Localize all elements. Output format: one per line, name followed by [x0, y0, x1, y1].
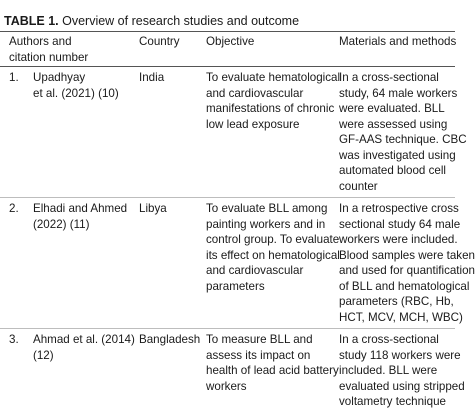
header-rule: [0, 66, 455, 67]
header-country: Country: [139, 35, 180, 48]
row-objective: To measure BLL and assess its impact on health of lead acid battery workers: [206, 333, 339, 393]
row-objective: To evaluate BLL among painting workers and in control group. To evaluate its effect on hematological and cardiovascular parameters: [206, 202, 340, 293]
row-authors: Elhadi and Ahmed (2022) (11): [33, 202, 128, 231]
table-caption: [4, 13, 299, 29]
row-country: India: [139, 71, 165, 84]
top-rule: [0, 31, 455, 32]
row-authors: Upadhyay et al. (2021) (10): [33, 71, 119, 100]
row-number: 2.: [9, 202, 19, 215]
header-authors: Authors and citation number: [9, 35, 89, 64]
row-number: 1.: [9, 71, 19, 84]
caption-text: Overview of research studies and outcome: [58, 14, 300, 28]
row-methods: In a cross-sectional study, 64 male workers were evaluated. BLL were assessed using GF-AAS technique. CBC was investigated using automated blood cell counter: [339, 71, 467, 193]
row-country: Libya: [139, 202, 167, 215]
row-authors: Ahmad et al. (2014) (12): [33, 333, 135, 362]
caption-label: TABLE 1.: [4, 14, 59, 28]
row-methods: In a retrospective cross sectional study 64 male workers were included. Blood samples were taken and used for quantification of BLL and hematological parameters (RBC, Hb, HCT, MCV, MCH, WBC): [339, 202, 475, 324]
header-methods: Materials and methods: [339, 35, 457, 48]
row-divider: [0, 328, 455, 329]
row-country: Bangladesh: [139, 333, 201, 346]
row-divider: [0, 197, 455, 198]
row-objective: To evaluate hematological and cardiovascular manifestations of chronic low lead exposure: [206, 71, 341, 131]
header-objective: Objective: [206, 35, 255, 48]
row-methods: In a cross-sectional study 118 workers were included. BLL were evaluated using stripped voltametry technique: [339, 333, 465, 408]
row-number: 3.: [9, 333, 19, 346]
